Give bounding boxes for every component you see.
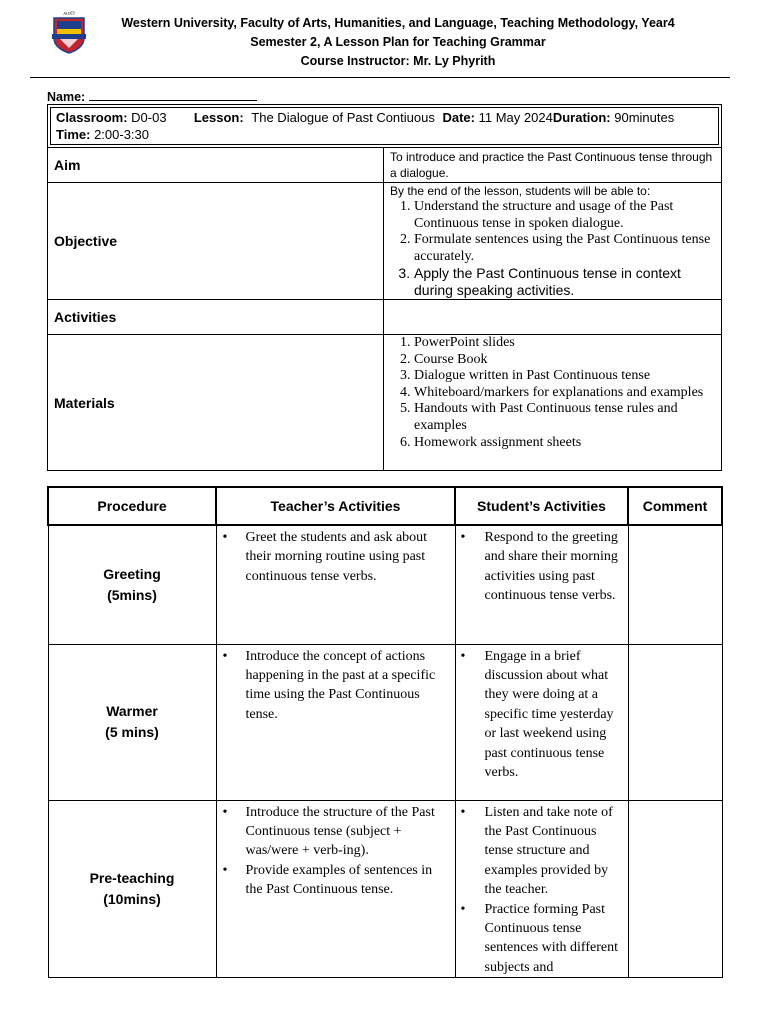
university-crest-icon (50, 8, 88, 54)
teacher-activity-cell (216, 644, 455, 800)
material-item: 5. Handouts with Past Continuous tense rules and examples (414, 401, 715, 434)
list-item: • Introduce the structure of the Past Continuous tense (subject + was/were + verb-ing). (217, 803, 449, 861)
duration-value: 90minutes (614, 110, 675, 125)
name-field (47, 88, 257, 104)
materials-list (390, 335, 715, 451)
objective-list (390, 199, 715, 299)
material-item: 1. PowerPoint slides (414, 335, 715, 352)
list-item: • Greet the students and ask about their morning routine using past continuous tense verbs. (217, 528, 449, 586)
svg-text:ʍʋʘ: ʍʋʘ (63, 11, 75, 17)
teacher-activity-cell (216, 800, 455, 978)
objective-item: 3. Apply the Past Continuous tense in context during speaking activities. (414, 265, 715, 298)
comment-cell (628, 644, 722, 800)
student-activity-cell (455, 800, 628, 978)
materials-label: Materials (48, 335, 384, 471)
objective-item: 1. Understand the structure and usage of the Past Continuous tense in spoken dialogue. (414, 199, 715, 232)
stage-name: Warmer (106, 703, 158, 719)
stage-time: (5mins) (107, 586, 157, 603)
teacher-activities-header: Teacher’s Activities (216, 487, 455, 525)
material-item: 3. Dialogue written in Past Continuous tense (414, 368, 715, 385)
document-header (98, 14, 698, 71)
aim-text: To introduce and practice the Past Continuous tense through a dialogue. (384, 148, 722, 183)
name-blank-line[interactable] (89, 88, 257, 101)
table-row (48, 800, 722, 978)
list-item: • Provide examples of sentences in the Past Continuous tense. (217, 861, 449, 900)
header-line-1: Western University, Faculty of Arts, Humanities, and Language, Teaching Methodology, Year4 (121, 16, 675, 30)
date-value: 11 May 2024 (478, 110, 553, 125)
lesson-details-cell (48, 105, 722, 148)
student-activity-cell (455, 525, 628, 644)
time-label: Time: (56, 127, 91, 142)
teacher-activity-list (217, 526, 455, 586)
stage-cell (48, 644, 216, 800)
objective-cell (384, 183, 722, 300)
stage-cell (48, 525, 216, 644)
duration-label: Duration: (552, 110, 611, 125)
student-activity-cell (455, 644, 628, 800)
student-activities-header: Student’s Activities (455, 487, 628, 525)
student-activity-list (456, 645, 628, 783)
aim-label: Aim (48, 148, 384, 183)
table-row (48, 525, 722, 644)
header-line-3: Course Instructor: Mr. Ly Phyrith (300, 54, 496, 68)
lesson-value: The Dialogue of Past Contiuous (251, 110, 435, 125)
student-activity-list (456, 801, 628, 978)
comment-header: Comment (628, 487, 722, 525)
table-row (48, 644, 722, 800)
stage-cell (48, 800, 216, 978)
header-line-2: Semester 2, A Lesson Plan for Teaching Grammar (250, 35, 546, 49)
material-item: 6. Homework assignment sheets (414, 435, 715, 452)
header-divider (30, 77, 730, 78)
procedure-table (47, 486, 723, 978)
classroom-label: Classroom: (56, 110, 128, 125)
comment-cell (628, 800, 722, 978)
comment-cell (628, 525, 722, 644)
date-label: Date: (442, 110, 475, 125)
activities-label: Activities (48, 300, 384, 335)
list-item: • Respond to the greeting and share their morning activities using past continuous tense verbs. (456, 528, 624, 606)
objective-intro: By the end of the lesson, students will be able to: (390, 184, 651, 198)
list-item: • Listen and take note of the Past Continuous tense structure and examples provided by the teacher. (456, 803, 624, 900)
teacher-activity-list (217, 801, 455, 900)
stage-name: Pre-teaching (89, 869, 175, 886)
name-label: Name: (47, 90, 86, 104)
material-item: 2. Course Book (414, 352, 715, 369)
activities-cell (384, 300, 722, 335)
student-activity-list (456, 526, 628, 606)
materials-cell (384, 335, 722, 471)
stage-time: (10mins) (103, 890, 161, 907)
list-item: • Introduce the concept of actions happening in the past at a specific time using the Past Continuous tense. (217, 647, 449, 725)
lesson-info-table (47, 104, 722, 471)
teacher-activity-list (217, 645, 455, 725)
list-item: • Engage in a brief discussion about what they were doing at a specific time yesterday or last weekend using past continuous tense verbs. (456, 647, 624, 783)
objective-label: Objective (48, 183, 384, 300)
stage-time: (5 mins) (105, 724, 159, 740)
classroom-value: D0-03 (131, 110, 167, 125)
material-item: 4. Whiteboard/markers for explanations and examples (414, 385, 715, 402)
teacher-activity-cell (216, 525, 455, 644)
list-item: • Practice forming Past Continuous tense sentences with different subjects and (456, 900, 624, 978)
lesson-label: Lesson: (193, 110, 244, 125)
procedure-header: Procedure (48, 487, 216, 525)
stage-name: Greeting (103, 565, 161, 582)
time-value: 2:00-3:30 (94, 127, 149, 142)
objective-item: 2. Formulate sentences using the Past Continuous tense accurately. (414, 232, 715, 265)
